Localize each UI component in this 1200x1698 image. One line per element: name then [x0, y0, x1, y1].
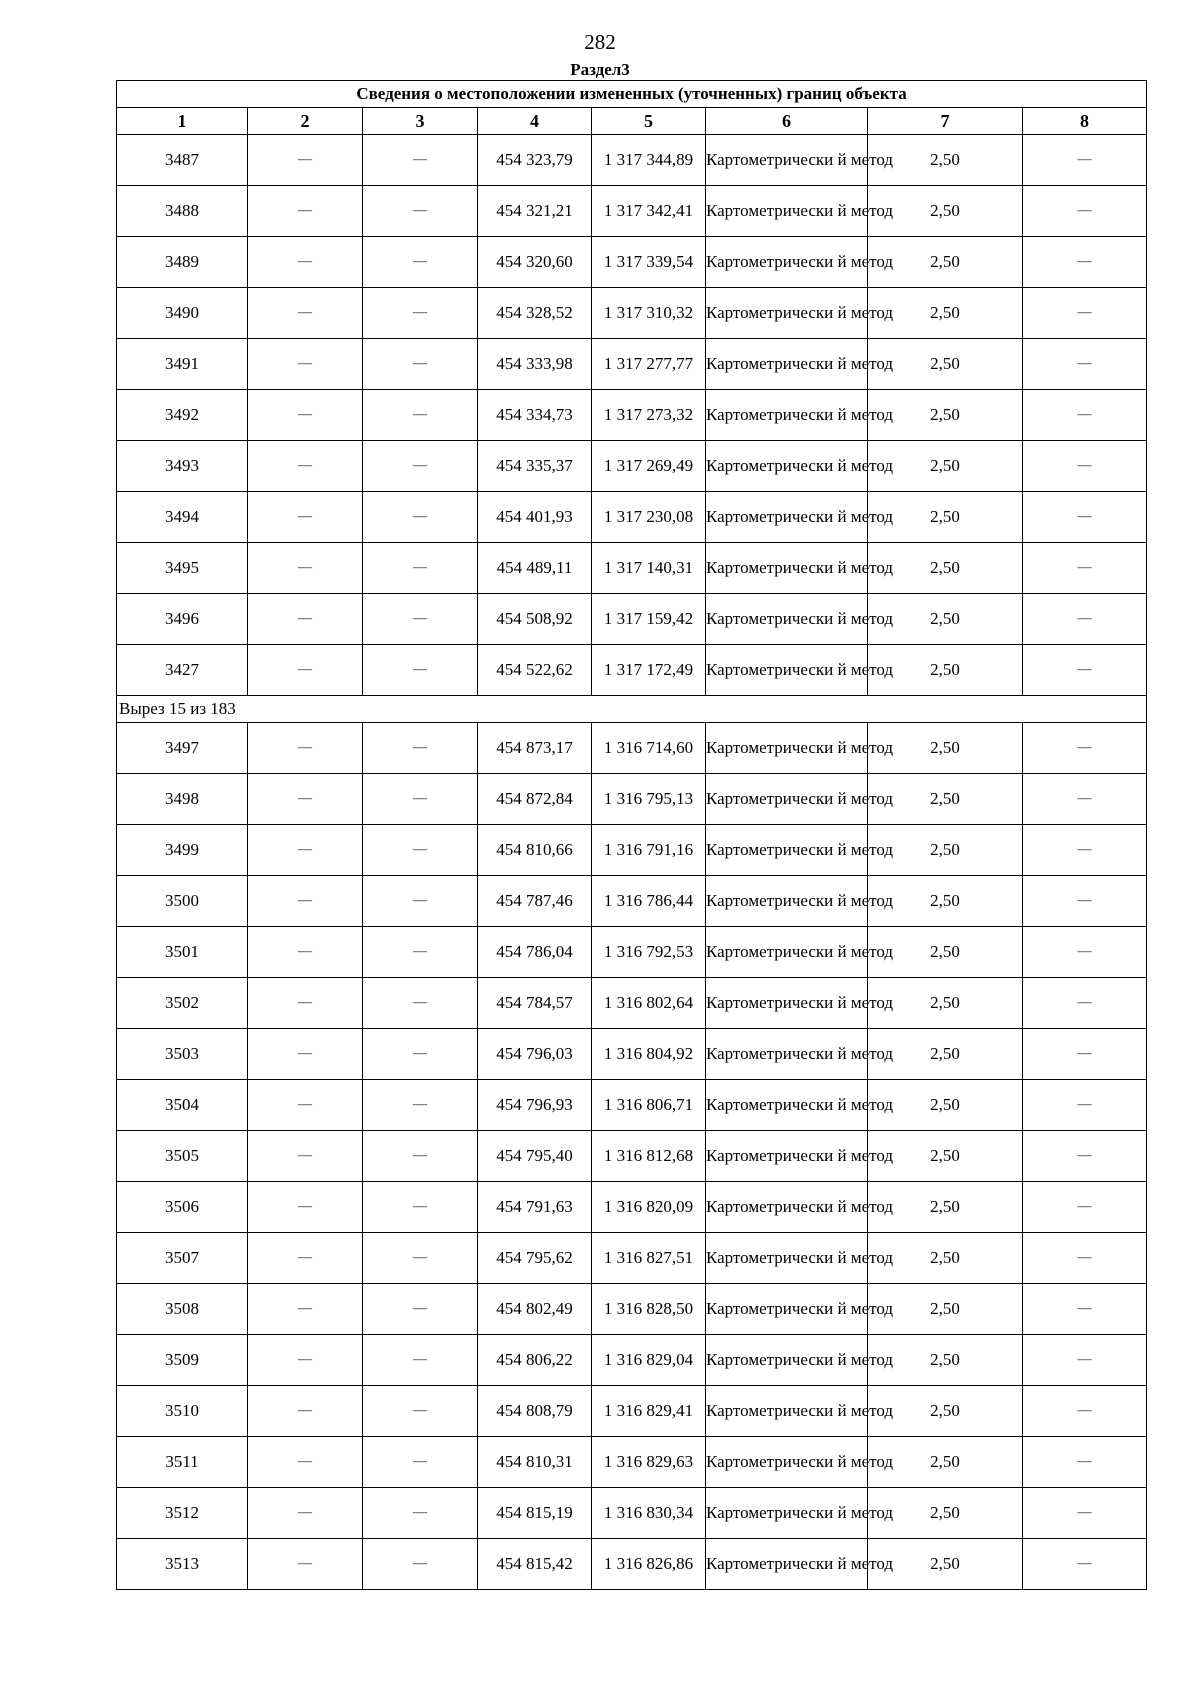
method-cell: Картометрически й метод [706, 1386, 868, 1437]
dash-cell: — [1023, 1131, 1147, 1182]
precision-cell: 2,50 [868, 390, 1023, 441]
dash-cell: — [248, 876, 363, 927]
column-header: 2 [248, 108, 363, 135]
table-row [117, 1029, 1147, 1080]
point-number-cell: 3499 [117, 825, 248, 876]
column-header: 6 [706, 108, 868, 135]
group-label: Вырез 15 из 183 [117, 696, 1147, 723]
precision-cell: 2,50 [868, 135, 1023, 186]
point-number-cell: 3491 [117, 339, 248, 390]
table-row [117, 288, 1147, 339]
precision-cell: 2,50 [868, 774, 1023, 825]
coordinate-y-cell: 1 316 802,64 [592, 978, 706, 1029]
precision-cell: 2,50 [868, 492, 1023, 543]
coordinate-x-cell: 454 815,42 [478, 1539, 592, 1590]
dash-cell: — [363, 594, 478, 645]
method-cell: Картометрически й метод [706, 288, 868, 339]
point-number-cell: 3500 [117, 876, 248, 927]
coordinate-y-cell: 1 317 273,32 [592, 390, 706, 441]
dash-cell: — [248, 1233, 363, 1284]
coordinate-y-cell: 1 316 826,86 [592, 1539, 706, 1590]
dash-cell: — [363, 1488, 478, 1539]
table-row [117, 492, 1147, 543]
coordinate-y-cell: 1 316 795,13 [592, 774, 706, 825]
table-row [117, 978, 1147, 1029]
method-cell: Картометрически й метод [706, 1182, 868, 1233]
method-cell: Картометрически й метод [706, 1488, 868, 1539]
point-number-cell: 3487 [117, 135, 248, 186]
dash-cell: — [1023, 339, 1147, 390]
dash-cell: — [248, 543, 363, 594]
precision-cell: 2,50 [868, 1335, 1023, 1386]
method-cell: Картометрически й метод [706, 1335, 868, 1386]
precision-cell: 2,50 [868, 186, 1023, 237]
table-row [117, 1284, 1147, 1335]
coordinate-x-cell: 454 815,19 [478, 1488, 592, 1539]
dash-cell: — [363, 1284, 478, 1335]
point-number-cell: 3488 [117, 186, 248, 237]
precision-cell: 2,50 [868, 723, 1023, 774]
coordinate-y-cell: 1 316 791,16 [592, 825, 706, 876]
dash-cell: — [1023, 135, 1147, 186]
point-number-cell: 3512 [117, 1488, 248, 1539]
method-cell: Картометрически й метод [706, 876, 868, 927]
precision-cell: 2,50 [868, 1284, 1023, 1335]
point-number-cell: 3501 [117, 927, 248, 978]
dash-cell: — [363, 774, 478, 825]
dash-cell: — [1023, 492, 1147, 543]
dash-cell: — [363, 723, 478, 774]
coordinate-x-cell: 454 810,31 [478, 1437, 592, 1488]
coordinate-y-cell: 1 317 344,89 [592, 135, 706, 186]
coordinate-x-cell: 454 806,22 [478, 1335, 592, 1386]
dash-cell: — [1023, 1182, 1147, 1233]
table-row [117, 1386, 1147, 1437]
table-row [117, 1539, 1147, 1590]
coordinate-y-cell: 1 317 140,31 [592, 543, 706, 594]
coordinate-y-cell: 1 317 310,32 [592, 288, 706, 339]
dash-cell: — [1023, 1437, 1147, 1488]
table-row [117, 1182, 1147, 1233]
coordinate-x-cell: 454 508,92 [478, 594, 592, 645]
table-row [117, 237, 1147, 288]
dash-cell: — [248, 1080, 363, 1131]
dash-cell: — [248, 1284, 363, 1335]
coordinate-x-cell: 454 489,11 [478, 543, 592, 594]
coordinate-y-cell: 1 316 806,71 [592, 1080, 706, 1131]
precision-cell: 2,50 [868, 441, 1023, 492]
dash-cell: — [248, 645, 363, 696]
dash-cell: — [363, 927, 478, 978]
dash-cell: — [363, 1182, 478, 1233]
table-row [117, 390, 1147, 441]
dash-cell: — [248, 1335, 363, 1386]
coordinate-y-cell: 1 316 829,63 [592, 1437, 706, 1488]
table-row [117, 1437, 1147, 1488]
precision-cell: 2,50 [868, 876, 1023, 927]
table-row [117, 645, 1147, 696]
dash-cell: — [363, 978, 478, 1029]
dash-cell: — [248, 441, 363, 492]
table-row [117, 825, 1147, 876]
coordinate-y-cell: 1 316 786,44 [592, 876, 706, 927]
point-number-cell: 3506 [117, 1182, 248, 1233]
dash-cell: — [363, 186, 478, 237]
dash-cell: — [248, 288, 363, 339]
coordinate-y-cell: 1 317 277,77 [592, 339, 706, 390]
point-number-cell: 3494 [117, 492, 248, 543]
dash-cell: — [363, 237, 478, 288]
method-cell: Картометрически й метод [706, 594, 868, 645]
dash-cell: — [248, 978, 363, 1029]
dash-cell: — [363, 135, 478, 186]
dash-cell: — [248, 339, 363, 390]
point-number-cell: 3513 [117, 1539, 248, 1590]
point-number-cell: 3498 [117, 774, 248, 825]
precision-cell: 2,50 [868, 543, 1023, 594]
method-cell: Картометрически й метод [706, 723, 868, 774]
dash-cell: — [363, 441, 478, 492]
dash-cell: — [1023, 186, 1147, 237]
precision-cell: 2,50 [868, 1131, 1023, 1182]
method-cell: Картометрически й метод [706, 1080, 868, 1131]
coordinate-y-cell: 1 317 339,54 [592, 237, 706, 288]
coordinate-x-cell: 454 321,21 [478, 186, 592, 237]
table-row [117, 723, 1147, 774]
method-cell: Картометрически й метод [706, 774, 868, 825]
coordinate-y-cell: 1 316 829,41 [592, 1386, 706, 1437]
coordinate-x-cell: 454 810,66 [478, 825, 592, 876]
dash-cell: — [363, 1080, 478, 1131]
dash-cell: — [363, 543, 478, 594]
coordinate-y-cell: 1 317 172,49 [592, 645, 706, 696]
coordinate-x-cell: 454 787,46 [478, 876, 592, 927]
point-number-cell: 3495 [117, 543, 248, 594]
point-number-cell: 3489 [117, 237, 248, 288]
point-number-cell: 3503 [117, 1029, 248, 1080]
column-header: 5 [592, 108, 706, 135]
precision-cell: 2,50 [868, 288, 1023, 339]
coordinate-x-cell: 454 791,63 [478, 1182, 592, 1233]
coordinate-y-cell: 1 316 830,34 [592, 1488, 706, 1539]
table-row [117, 186, 1147, 237]
dash-cell: — [248, 723, 363, 774]
dash-cell: — [1023, 543, 1147, 594]
coordinate-y-cell: 1 317 269,49 [592, 441, 706, 492]
table-row [117, 1233, 1147, 1284]
point-number-cell: 3490 [117, 288, 248, 339]
dash-cell: — [1023, 774, 1147, 825]
table-row [117, 1488, 1147, 1539]
point-number-cell: 3505 [117, 1131, 248, 1182]
table-row [117, 1131, 1147, 1182]
table-caption: Сведения о местоположении измененных (уточненных) границ объекта [117, 81, 1147, 108]
dash-cell: — [1023, 876, 1147, 927]
table-row [117, 543, 1147, 594]
dash-cell: — [248, 1488, 363, 1539]
dash-cell: — [363, 645, 478, 696]
coordinate-y-cell: 1 316 792,53 [592, 927, 706, 978]
method-cell: Картометрически й метод [706, 1029, 868, 1080]
dash-cell: — [363, 492, 478, 543]
method-cell: Картометрически й метод [706, 825, 868, 876]
precision-cell: 2,50 [868, 645, 1023, 696]
coordinate-x-cell: 454 522,62 [478, 645, 592, 696]
dash-cell: — [248, 135, 363, 186]
table-row [117, 774, 1147, 825]
dash-cell: — [1023, 1386, 1147, 1437]
dash-cell: — [1023, 927, 1147, 978]
dash-cell: — [1023, 1488, 1147, 1539]
precision-cell: 2,50 [868, 1182, 1023, 1233]
dash-cell: — [1023, 1284, 1147, 1335]
dash-cell: — [248, 1182, 363, 1233]
dash-cell: — [1023, 1080, 1147, 1131]
dash-cell: — [1023, 1233, 1147, 1284]
coordinate-x-cell: 454 872,84 [478, 774, 592, 825]
point-number-cell: 3510 [117, 1386, 248, 1437]
dash-cell: — [1023, 441, 1147, 492]
point-number-cell: 3493 [117, 441, 248, 492]
precision-cell: 2,50 [868, 1233, 1023, 1284]
table-row [117, 1080, 1147, 1131]
method-cell: Картометрически й метод [706, 1539, 868, 1590]
coordinate-x-cell: 454 335,37 [478, 441, 592, 492]
dash-cell: — [363, 876, 478, 927]
dash-cell: — [363, 1029, 478, 1080]
dash-cell: — [363, 288, 478, 339]
dash-cell: — [248, 1386, 363, 1437]
coordinate-y-cell: 1 317 159,42 [592, 594, 706, 645]
dash-cell: — [363, 1539, 478, 1590]
coordinate-x-cell: 454 795,62 [478, 1233, 592, 1284]
table-row [117, 441, 1147, 492]
coordinate-x-cell: 454 334,73 [478, 390, 592, 441]
dash-cell: — [248, 1539, 363, 1590]
coordinate-x-cell: 454 323,79 [478, 135, 592, 186]
method-cell: Картометрически й метод [706, 1284, 868, 1335]
table-row [117, 339, 1147, 390]
dash-cell: — [248, 237, 363, 288]
coordinate-x-cell: 454 333,98 [478, 339, 592, 390]
dash-cell: — [1023, 645, 1147, 696]
method-cell: Картометрически й метод [706, 1131, 868, 1182]
coordinate-y-cell: 1 316 829,04 [592, 1335, 706, 1386]
table-row [117, 927, 1147, 978]
column-header: 8 [1023, 108, 1147, 135]
column-header: 3 [363, 108, 478, 135]
coordinate-x-cell: 454 795,40 [478, 1131, 592, 1182]
dash-cell: — [363, 1131, 478, 1182]
dash-cell: — [248, 825, 363, 876]
precision-cell: 2,50 [868, 237, 1023, 288]
dash-cell: — [248, 594, 363, 645]
precision-cell: 2,50 [868, 1437, 1023, 1488]
dash-cell: — [363, 1233, 478, 1284]
dash-cell: — [1023, 1335, 1147, 1386]
coordinate-y-cell: 1 316 714,60 [592, 723, 706, 774]
precision-cell: 2,50 [868, 1080, 1023, 1131]
method-cell: Картометрически й метод [706, 135, 868, 186]
coordinate-x-cell: 454 786,04 [478, 927, 592, 978]
method-cell: Картометрически й метод [706, 1437, 868, 1488]
precision-cell: 2,50 [868, 1029, 1023, 1080]
precision-cell: 2,50 [868, 825, 1023, 876]
point-number-cell: 3427 [117, 645, 248, 696]
table-row [117, 876, 1147, 927]
boundary-table [116, 80, 1147, 1590]
dash-cell: — [363, 1335, 478, 1386]
method-cell: Картометрически й метод [706, 390, 868, 441]
dash-cell: — [363, 825, 478, 876]
precision-cell: 2,50 [868, 1386, 1023, 1437]
coordinate-y-cell: 1 316 812,68 [592, 1131, 706, 1182]
precision-cell: 2,50 [868, 1488, 1023, 1539]
point-number-cell: 3504 [117, 1080, 248, 1131]
table-row [117, 135, 1147, 186]
dash-cell: — [363, 1437, 478, 1488]
method-cell: Картометрически й метод [706, 237, 868, 288]
page-number: 282 [584, 30, 616, 54]
precision-cell: 2,50 [868, 1539, 1023, 1590]
method-cell: Картометрически й метод [706, 1233, 868, 1284]
method-cell: Картометрически й метод [706, 441, 868, 492]
method-cell: Картометрически й метод [706, 543, 868, 594]
precision-cell: 2,50 [868, 339, 1023, 390]
point-number-cell: 3502 [117, 978, 248, 1029]
method-cell: Картометрически й метод [706, 645, 868, 696]
dash-cell: — [1023, 1539, 1147, 1590]
dash-cell: — [1023, 723, 1147, 774]
group-label-row [117, 696, 1147, 723]
method-cell: Картометрически й метод [706, 492, 868, 543]
point-number-cell: 3492 [117, 390, 248, 441]
dash-cell: — [248, 1029, 363, 1080]
section-title: Раздел3 [570, 60, 630, 79]
coordinate-y-cell: 1 316 828,50 [592, 1284, 706, 1335]
point-number-cell: 3497 [117, 723, 248, 774]
dash-cell: — [1023, 390, 1147, 441]
dash-cell: — [1023, 594, 1147, 645]
precision-cell: 2,50 [868, 927, 1023, 978]
dash-cell: — [248, 1131, 363, 1182]
column-header-row [117, 108, 1147, 135]
table-caption-row [117, 81, 1147, 108]
point-number-cell: 3511 [117, 1437, 248, 1488]
dash-cell: — [1023, 288, 1147, 339]
dash-cell: — [248, 492, 363, 543]
point-number-cell: 3507 [117, 1233, 248, 1284]
precision-cell: 2,50 [868, 594, 1023, 645]
method-cell: Картометрически й метод [706, 339, 868, 390]
dash-cell: — [1023, 978, 1147, 1029]
coordinate-y-cell: 1 316 820,09 [592, 1182, 706, 1233]
method-cell: Картометрически й метод [706, 978, 868, 1029]
coordinate-x-cell: 454 784,57 [478, 978, 592, 1029]
column-header: 1 [117, 108, 248, 135]
dash-cell: — [363, 339, 478, 390]
point-number-cell: 3509 [117, 1335, 248, 1386]
coordinate-x-cell: 454 320,60 [478, 237, 592, 288]
column-header: 7 [868, 108, 1023, 135]
coordinate-x-cell: 454 796,03 [478, 1029, 592, 1080]
coordinate-x-cell: 454 401,93 [478, 492, 592, 543]
coordinate-y-cell: 1 316 827,51 [592, 1233, 706, 1284]
dash-cell: — [248, 186, 363, 237]
table-row [117, 1335, 1147, 1386]
precision-cell: 2,50 [868, 978, 1023, 1029]
column-header: 4 [478, 108, 592, 135]
coordinate-x-cell: 454 808,79 [478, 1386, 592, 1437]
dash-cell: — [1023, 237, 1147, 288]
coordinate-x-cell: 454 873,17 [478, 723, 592, 774]
method-cell: Картометрически й метод [706, 186, 868, 237]
point-number-cell: 3508 [117, 1284, 248, 1335]
coordinate-y-cell: 1 317 230,08 [592, 492, 706, 543]
dash-cell: — [248, 390, 363, 441]
point-number-cell: 3496 [117, 594, 248, 645]
coordinate-x-cell: 454 802,49 [478, 1284, 592, 1335]
dash-cell: — [248, 774, 363, 825]
dash-cell: — [248, 927, 363, 978]
coordinate-x-cell: 454 796,93 [478, 1080, 592, 1131]
coordinate-y-cell: 1 316 804,92 [592, 1029, 706, 1080]
table-row [117, 594, 1147, 645]
dash-cell: — [248, 1437, 363, 1488]
coordinate-x-cell: 454 328,52 [478, 288, 592, 339]
method-cell: Картометрически й метод [706, 927, 868, 978]
coordinate-y-cell: 1 317 342,41 [592, 186, 706, 237]
dash-cell: — [363, 390, 478, 441]
dash-cell: — [1023, 1029, 1147, 1080]
dash-cell: — [1023, 825, 1147, 876]
dash-cell: — [363, 1386, 478, 1437]
